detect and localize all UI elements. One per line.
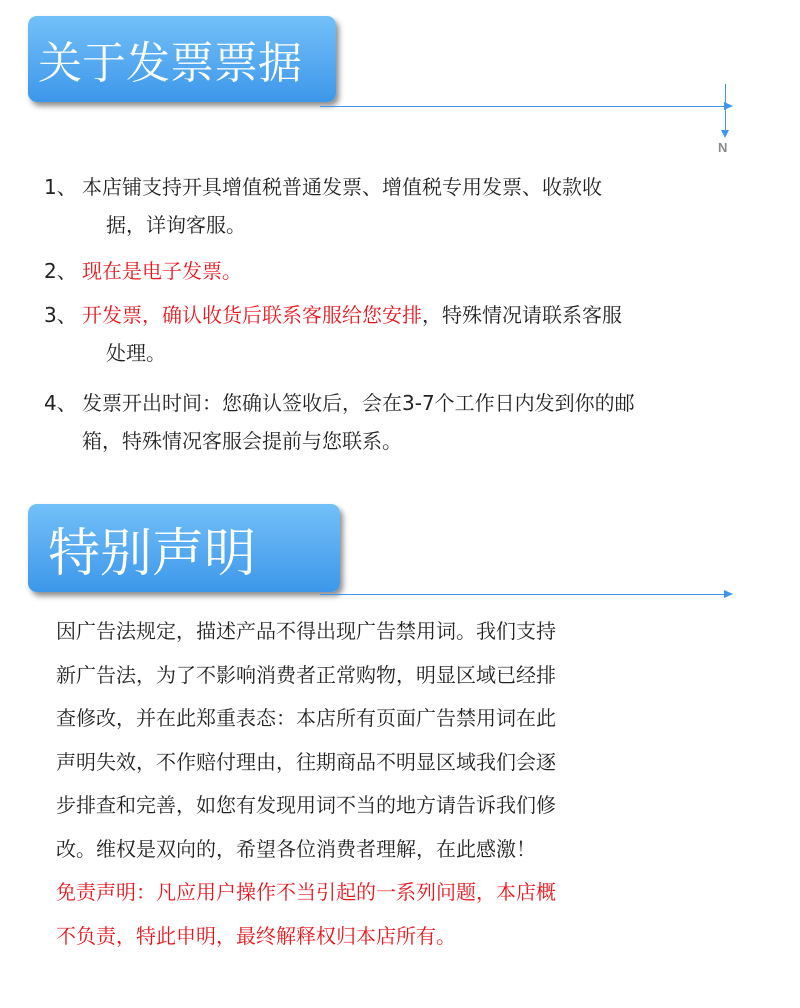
title-rule-line (320, 106, 726, 107)
invoice-item-3 (44, 296, 774, 372)
invoice-section-title: 关于发票票据 (28, 16, 336, 102)
item-text-continued: 处理。 (106, 341, 166, 365)
notice-line: 声明失效，不作赔付理由，往期商品不明显区域我们会逐 (56, 749, 556, 774)
north-marker: N (718, 140, 728, 155)
arrow-right-icon (724, 590, 733, 598)
item-text: 本店铺支持开具增值税普通发票、增值税专用发票、收款收 (82, 175, 602, 199)
notice-line: 步排查和完善，如您有发现用词不当的地方请告诉我们修 (56, 793, 556, 817)
item-text-highlight: 开发票，确认收货后联系客服给您安排 (82, 303, 422, 327)
item-number: 4、 (44, 391, 77, 415)
invoice-item-4 (44, 384, 774, 460)
item-number: 3、 (44, 303, 77, 327)
disclaimer-line: 不负责，特此申明，最终解释权归本店所有。 (56, 923, 456, 948)
invoice-item-1 (44, 168, 774, 244)
item-text-continued: 据，详询客服。 (106, 213, 246, 237)
item-text-highlight: 现在是电子发票。 (82, 259, 242, 283)
notice-line: 查修改，并在此郑重表态：本店所有页面广告禁用词在此 (56, 706, 556, 730)
item-number: 1、 (44, 175, 77, 199)
item-text: ，特殊情况请联系客服 (422, 303, 622, 327)
title-rule-line (320, 594, 726, 595)
item-text: 发票开出时间：您确认签收后，会在3-7个工作日内发到你的邮 (82, 391, 635, 415)
notice-line: 新广告法，为了不影响消费者正常购物，明显区域已经排 (56, 662, 556, 687)
item-text-continued: 箱，特殊情况客服会提前与您联系。 (82, 429, 402, 453)
disclaimer-line: 免责声明：凡应用户操作不当引起的一系列问题，本店概 (56, 880, 556, 904)
notice-body (56, 610, 756, 958)
notice-line: 改。维权是双向的，希望各位消费者理解，在此感激！ (56, 836, 536, 861)
invoice-item-2 (44, 252, 774, 290)
compass-line (725, 84, 726, 136)
arrow-down-icon (721, 130, 729, 138)
item-number: 2、 (44, 259, 77, 283)
notice-section (0, 490, 800, 1008)
invoice-section (0, 0, 800, 480)
notice-line: 因广告法规定，描述产品不得出现广告禁用词。我们支持 (56, 619, 556, 643)
notice-section-title: 特别声明 (28, 504, 340, 592)
